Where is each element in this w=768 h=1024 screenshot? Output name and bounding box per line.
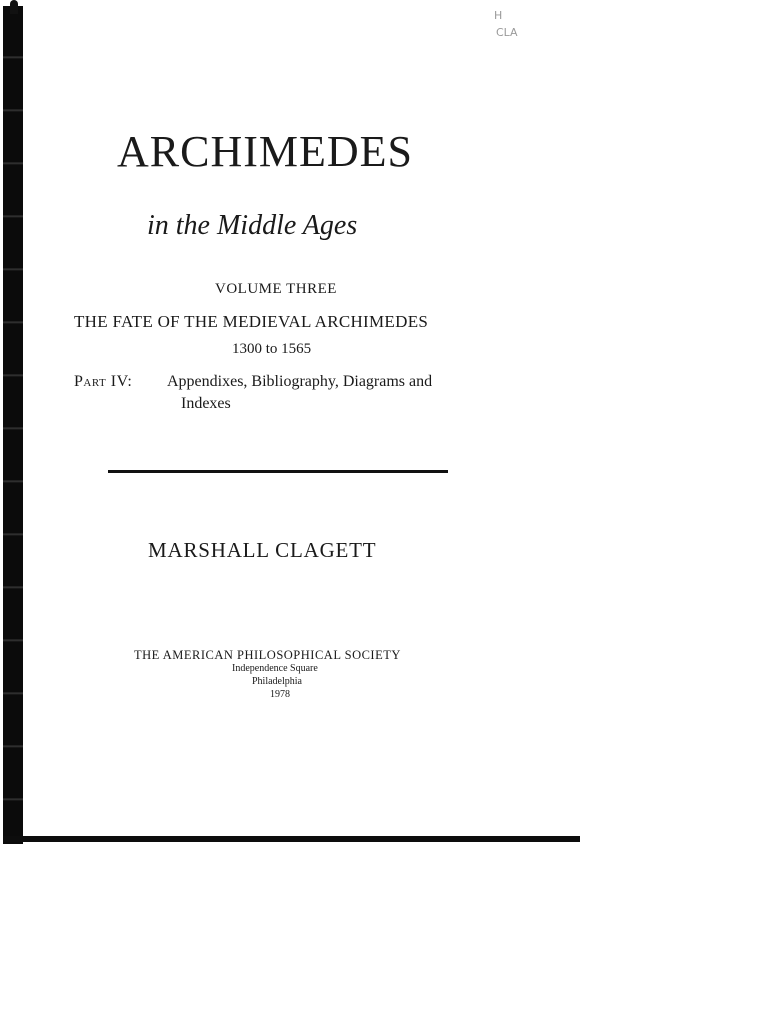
publisher-address-line1: Independence Square <box>232 663 318 674</box>
book-subtitle: in the Middle Ages <box>147 210 358 241</box>
margin-note-line1: H <box>494 9 503 22</box>
handwritten-margin-note <box>490 8 550 58</box>
publication-year: 1978 <box>270 689 290 700</box>
part-label: Part IV: <box>74 373 133 390</box>
scan-binding-edge <box>3 6 23 844</box>
scan-binding-tip <box>10 0 18 14</box>
margin-note-line2: CLA <box>496 25 518 39</box>
volume-number: VOLUME THREE <box>215 281 337 297</box>
author-name: MARSHALL CLAGETT <box>148 538 377 562</box>
volume-title: THE FATE OF THE MEDIEVAL ARCHIMEDES <box>74 312 429 331</box>
year-range: 1300 to 1565 <box>232 341 312 357</box>
publisher-name: THE AMERICAN PHILOSOPHICAL SOCIETY <box>134 648 401 662</box>
publisher-address-line2: Philadelphia <box>252 676 302 687</box>
scan-bottom-edge <box>3 836 580 842</box>
book-title: ARCHIMEDES <box>117 127 414 176</box>
part-title-line1: Appendixes, Bibliography, Diagrams and <box>167 373 433 390</box>
divider-rule <box>108 470 448 473</box>
part-title-line2: Indexes <box>181 395 231 412</box>
